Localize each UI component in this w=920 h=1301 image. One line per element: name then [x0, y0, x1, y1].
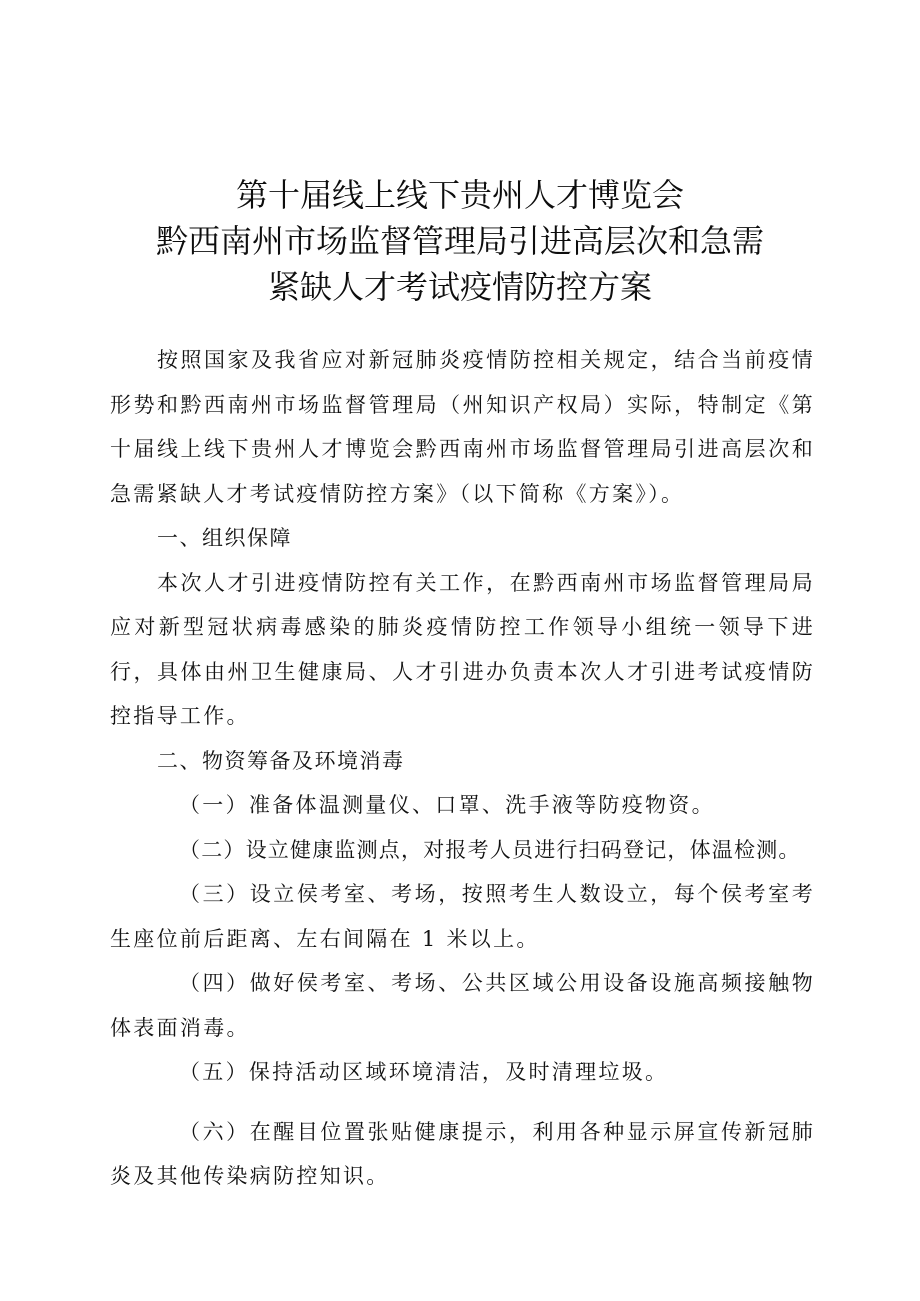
section-2-item-4: （四）做好侯考室、考场、公共区域公用设备设施高频接触物体表面消毒。 — [110, 971, 815, 1040]
section-2-item-2: （二）设立健康监测点，对报考人员进行扫码登记，体温检测。 — [179, 837, 801, 862]
title-line-3: 紧缺人才考试疫情防控方案 — [267, 268, 652, 306]
section-2-item-3: （三）设立侯考室、考场，按照考生人数设立，每个侯考室考生座位前后距离、左右间隔在 1 米以上。 — [110, 882, 815, 951]
paragraph-gap — [110, 1095, 815, 1110]
title-line-2: 黔西南州市场监督管理局引进高层次和急需 — [155, 222, 764, 260]
section-1-paragraph: 本次人才引进疫情防控有关工作，在黔西南州市场监督管理局局应对新型冠状病毒感染的肺炎疫情防控工作领导小组统一领导下进行，具体由州卫生健康局、人才引进办负责本次人才引进考试疫情防控指导工作。 — [110, 570, 815, 728]
section-2-item-5: （五）保持活动区域环境清洁，及时清理垃圾。 — [179, 1060, 669, 1084]
section-2-item-1: （一）准备体温测量仪、口罩、洗手液等防疫物资。 — [179, 793, 715, 817]
section-2-heading: 二、物资筹备及环境消毒 — [157, 748, 405, 773]
section-2-item-6: （六）在醒目位置张贴健康提示，利用各种显示屏宣传新冠肺炎及其他传染病防控知识。 — [110, 1119, 815, 1188]
document-body — [110, 338, 815, 1199]
title-line-1: 第十届线上线下贵州人才博览会 — [235, 176, 684, 214]
intro-paragraph: 按照国家及我省应对新冠肺炎疫情防控相关规定，结合当前疫情形势和黔西南州市场监督管理局（州知识产权局）实际，特制定《第十届线上线下贵州人才博览会黔西南州市场监督管理局引进高层次和急需紧缺人才考试疫情防控方案》（以下简称《方案》）。 — [110, 348, 815, 506]
document-title — [0, 172, 920, 310]
section-1-heading: 一、组织保障 — [157, 526, 292, 550]
